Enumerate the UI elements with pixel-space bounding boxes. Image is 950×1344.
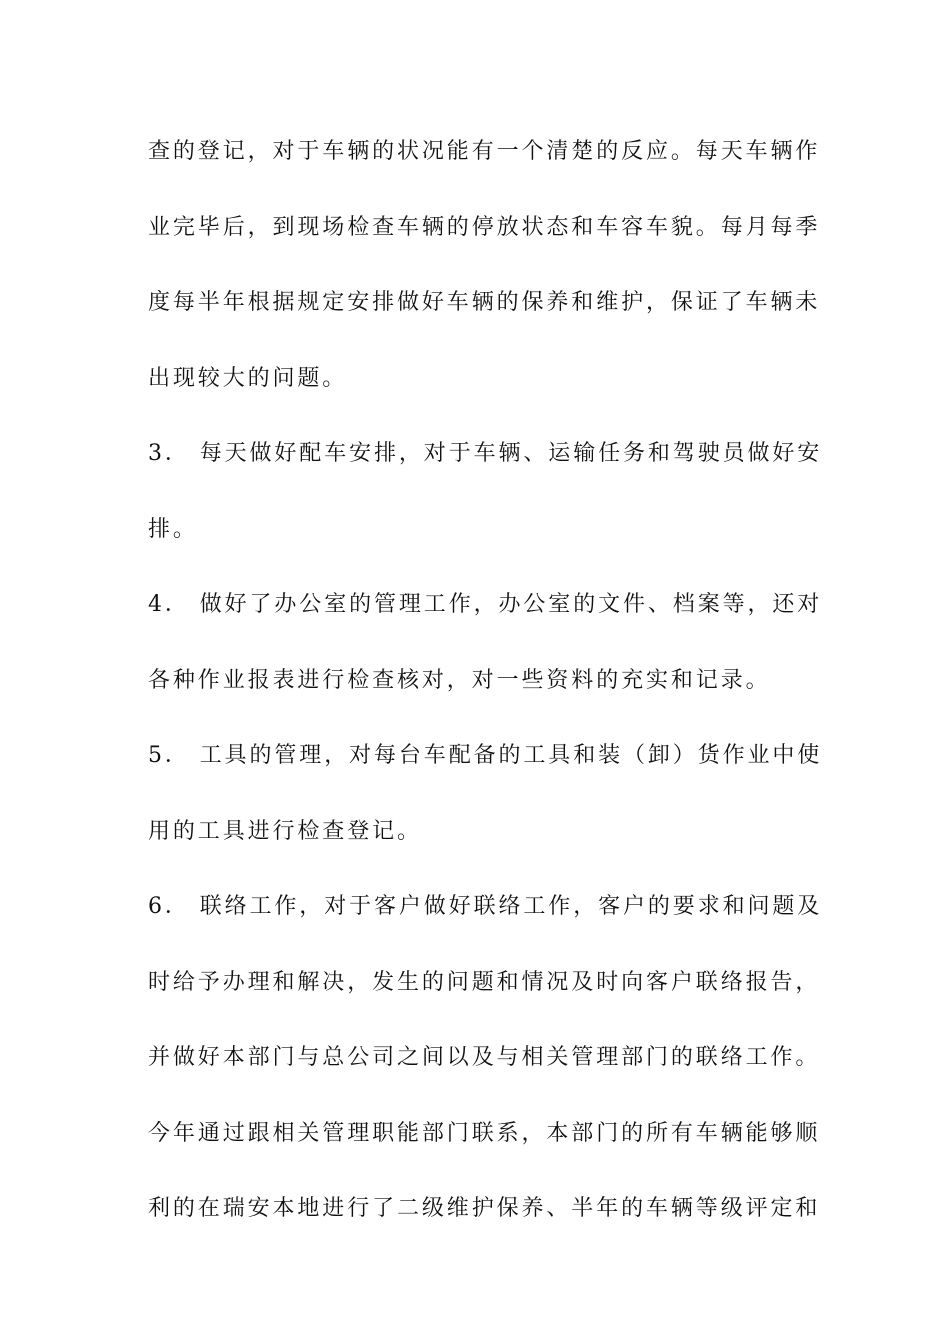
text-line: 排。: [148, 516, 198, 542]
text-line: 时给予办理和解决，发生的问题和情况及时向客户联络报告，: [148, 969, 821, 995]
text-line: 出现较大的问题。: [148, 365, 348, 391]
list-item-5: 5． 工具的管理，对每台车配备的工具和装（卸）货作业中使: [148, 743, 823, 768]
text-line: 用的工具进行检查登记。: [148, 818, 422, 844]
document-body: [148, 130, 823, 1263]
list-item-4: 4． 做好了办公室的管理工作，办公室的文件、档案等，还对: [148, 592, 823, 617]
text-line: 度每半年根据规定安排做好车辆的保养和维护，保证了车辆未: [148, 290, 821, 315]
text-line: 利的在瑞安本地进行了二级维护保养、半年的车辆等级评定和: [148, 1196, 821, 1221]
text-line: 今年通过跟相关管理职能部门联系，本部门的所有车辆能够顺: [148, 1120, 821, 1146]
list-item-6: 6． 联络工作，对于客户做好联络工作，客户的要求和问题及: [148, 894, 823, 919]
list-item-3: 3． 每天做好配车安排，对于车辆、运输任务和驾驶员做好安: [148, 441, 823, 466]
text-line: 查的登记，对于车辆的状况能有一个清楚的反应。每天车辆作: [148, 139, 821, 164]
text-line: 并做好本部门与总公司之间以及与相关管理部门的联络工作。: [148, 1045, 821, 1070]
text-line: 业完毕后，到现场检查车辆的停放状态和车容车貌。每月每季: [148, 214, 821, 240]
text-line: 各种作业报表进行检查核对，对一些资料的充实和记录。: [148, 667, 771, 693]
